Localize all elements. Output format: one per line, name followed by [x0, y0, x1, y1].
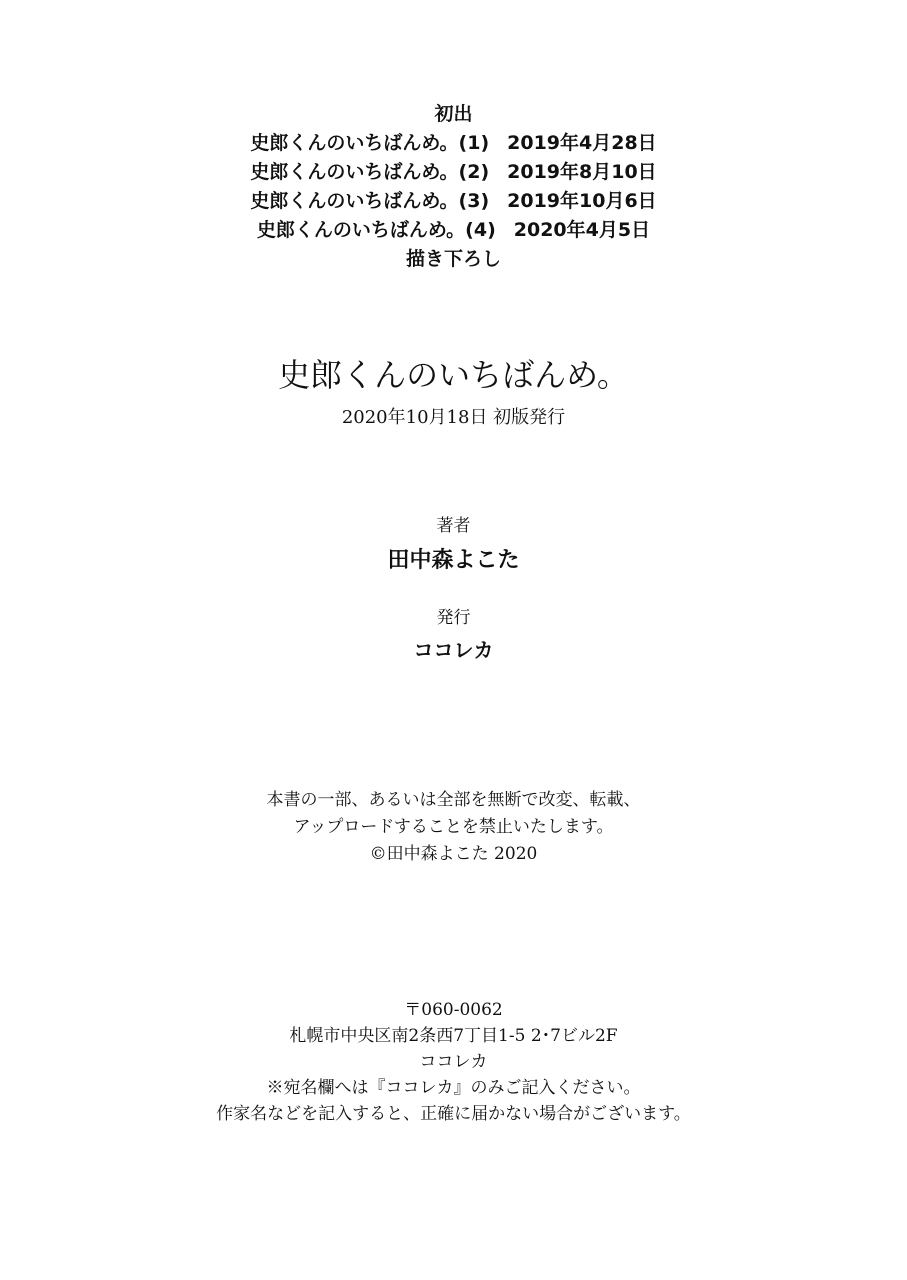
notice-line: アップロードすることを禁止いたします。 — [293, 817, 614, 837]
entry-date: 2020年4月5日 — [513, 219, 651, 241]
address-note: ※宛名欄へは『ココレカ』のみご記入ください。 — [266, 1078, 641, 1098]
author-name: 田中森よこた — [387, 548, 520, 573]
postal-code: 〒060-0062 — [404, 1000, 503, 1020]
entry-date: 2019年10月6日 — [507, 190, 657, 212]
entry-date: 2019年4月28日 — [507, 132, 657, 154]
first-appearance-extra: 描き下ろし — [405, 248, 501, 270]
entry-title: 史郎くんのいちばんめ。(3) — [250, 190, 490, 212]
entry-title: 史郎くんのいちばんめ。(2) — [250, 161, 490, 183]
first-appearance-entry — [0, 187, 907, 216]
first-appearance-section — [0, 100, 907, 274]
book-title: 史郎くんのいちばんめ。 — [278, 356, 629, 394]
address-note: 作家名などを記入すると、正確に届かない場合がございます。 — [216, 1104, 691, 1124]
author-label: 著者 — [436, 516, 471, 536]
edition-date: 2020年10月18日 初版発行 — [341, 407, 566, 428]
first-appearance-heading: 初出 — [434, 103, 473, 125]
entry-title: 史郎くんのいちばんめ。(1) — [250, 132, 490, 154]
first-appearance-entry — [0, 129, 907, 158]
notice-line: 本書の一部、あるいは全部を無断で改変、転載、 — [266, 790, 641, 810]
first-appearance-entry — [0, 158, 907, 187]
first-appearance-entry — [0, 216, 907, 245]
publisher-label: 発行 — [436, 608, 471, 628]
entry-title: 史郎くんのいちばんめ。(4) — [256, 219, 496, 241]
copyright-notice — [0, 787, 907, 868]
street-address: 札幌市中央区南2条西7丁目1-5 2･7ビル2F — [289, 1026, 618, 1046]
address-recipient: ココレカ — [419, 1052, 488, 1072]
copyright-line: ©田中森よこた 2020 — [369, 844, 538, 864]
publisher-name: ココレカ — [413, 638, 494, 662]
publisher-address — [0, 997, 907, 1127]
entry-date: 2019年8月10日 — [507, 161, 657, 183]
